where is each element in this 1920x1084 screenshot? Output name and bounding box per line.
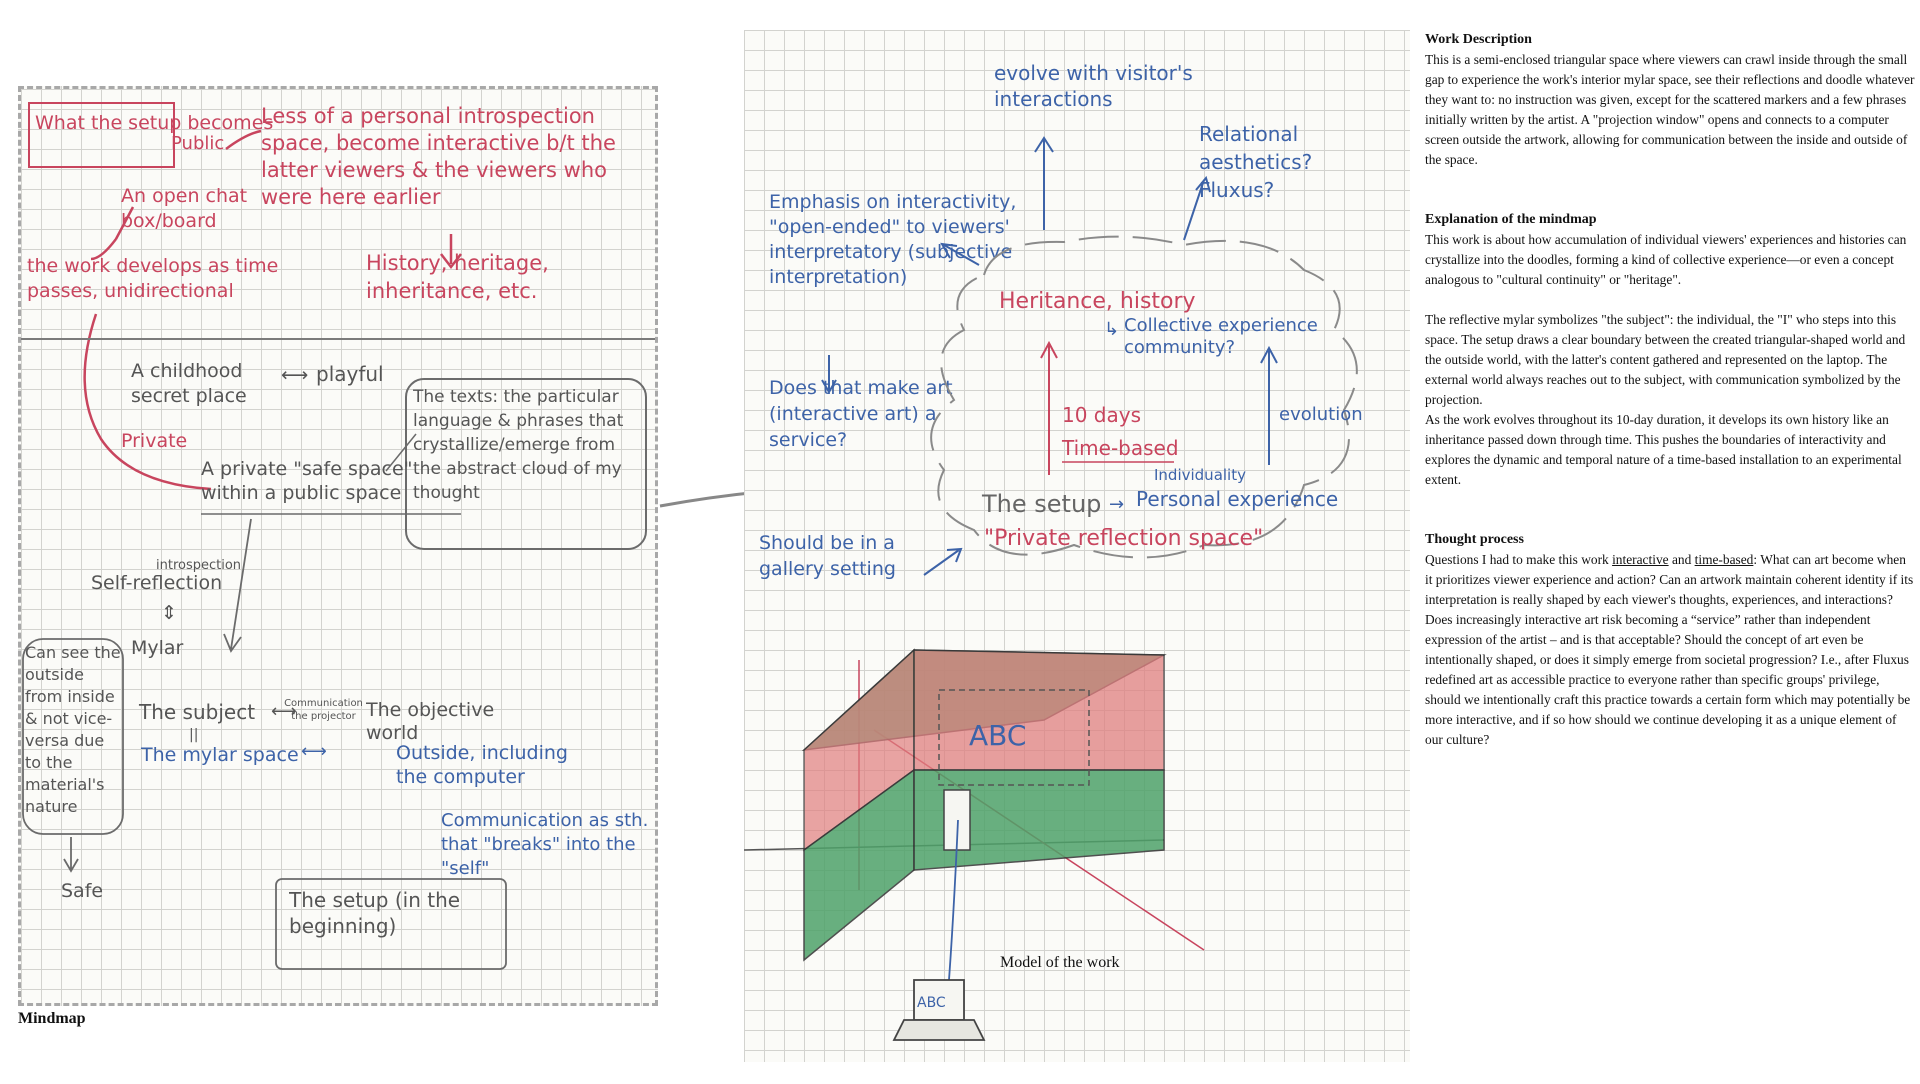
time-based-underlined: time-based	[1694, 552, 1754, 567]
thought-process-title: Thought process	[1425, 532, 1524, 547]
evolution-text: evolution	[1279, 404, 1363, 425]
abc-laptop-text: ABC	[917, 995, 946, 1011]
updown-arrow: ⇕	[161, 602, 177, 624]
model-drawing	[744, 30, 1410, 1062]
evolve-note: evolve with visitor's interactions	[994, 61, 1193, 111]
outside-computer-note: Outside, including the computer	[396, 742, 568, 788]
explanation-para1: This work is about how accumulation of individual viewers' experiences and histories can crystallize into the doodles, forming a kind of collective experience—or even a concept analogous to "cultural continuity" or "heritage".	[1425, 232, 1907, 287]
subject-text: The subject	[139, 700, 256, 724]
text-column	[1425, 30, 1915, 790]
can-see-note: Can see the outside from inside & not vice-versa due to the material's nature	[25, 643, 121, 816]
playful-text: playful	[316, 362, 384, 386]
less-personal-note: Less of a personal introspection space, become interactive b/t the latter viewers & the viewers who were here earlier	[261, 104, 616, 209]
texts-note: The texts: the particular language & phrases that crystallize/emerge from the abstract cloud of my thought	[413, 387, 624, 503]
explanation-para3: As the work evolves throughout its 10-day duration, it develops its own history like an inheritance passed down through time. This pushes the boundaries of interactivity and explores the dynamic and temporal nature of a time-based installation to an experimental extent.	[1425, 412, 1902, 487]
private-reflection-text: "Private reflection space"	[984, 526, 1264, 551]
svg-text:→: →	[1109, 494, 1125, 515]
arrows-both-1: ⟷	[281, 364, 309, 386]
introspection-text: introspection	[156, 558, 242, 573]
model-caption: Model of the work	[1000, 954, 1120, 971]
individuality-text: Individuality	[1154, 466, 1246, 484]
the-setup-text: The setup	[982, 490, 1102, 518]
relational-note: Relational aesthetics? Fluxus?	[1199, 122, 1313, 202]
work-description-section	[1425, 30, 1915, 170]
objective-world-note: The objective world	[366, 699, 495, 744]
emphasis-note: Emphasis on interactivity, "open-ended" to viewers' interpretatory (subjective interpretation)	[769, 191, 1017, 288]
mindmap-caption: Mindmap	[18, 1010, 86, 1027]
work-develops-note: the work develops as time passes, unidirectional	[27, 255, 279, 302]
explanation-section	[1425, 210, 1915, 490]
mylar-space-text: The mylar space	[141, 744, 299, 766]
work-description-title: Work Description	[1425, 32, 1532, 47]
explanation-para2: The reflective mylar symbolizes "the subject": the individual, the "I" who steps into this space. The setup draws a clear boundary between the created triangular-shaped world and the outside world, with the latter's content gathered and represented on the laptop. The external world always reaches out to the subject, with communication symbolized by the projection.	[1425, 312, 1906, 407]
back-wall-red	[914, 650, 1164, 770]
collective-note: Collective experience community?	[1124, 315, 1318, 358]
svg-text:⟷: ⟷	[271, 701, 297, 722]
interactive-underlined: interactive	[1612, 552, 1669, 567]
svg-text:⟷: ⟷	[301, 741, 327, 762]
childhood-note: A childhood secret place	[131, 360, 247, 407]
communication-projector-note: Communication the projector	[284, 698, 363, 722]
work-description-body: This is a semi-enclosed triangular space where viewers can crawl inside through the small gap to experience the work's interior mylar space, see their reflections and doodle whatever they want to: no instruction was given, except for the scattered markers and a few phrases initially written by the artist. A "projection window" opens and connects to a computer screen outside the artwork, allowing for communication between the inside and outside of the space.	[1425, 52, 1915, 167]
thought-process-section	[1425, 530, 1915, 750]
personal-experience-text: Personal experience	[1136, 487, 1339, 511]
what-the-setup-text: What the setup becomes	[35, 112, 274, 134]
setup-beginning-note: The setup (in the beginning)	[289, 888, 461, 938]
gallery-note: Should be in a gallery setting	[759, 532, 896, 580]
laptop-base	[894, 1020, 984, 1040]
heritance-text: Heritance, history	[999, 289, 1196, 314]
public-text: Public	[171, 133, 225, 154]
mylar-text: Mylar	[131, 637, 184, 659]
model-sheet	[744, 30, 1410, 1062]
ten-days-text: 10 days	[1062, 403, 1142, 427]
safe-space-note: A private "safe space" within a public space	[201, 458, 413, 504]
private-text: Private	[121, 430, 188, 452]
mindmap-sheet	[18, 86, 658, 1006]
communication-breaks-note: Communication as sth. that "breaks" into the "self"	[441, 810, 649, 879]
thought-process-body: Questions I had to make this work interactive and time-based: What can art become when it prioritizes viewer experience and action? Can an artwork maintain coherent identity if its interpretation is really shaped by each viewer's thoughts, experiences, and interactions? Does increasingly interactive art risk becoming a “service” rather than independent expression of the artist – and is that acceptable? Should the concept of art even be intentionally shaped, or does it simply emerge from societal progression? I.e., after Fluxus redefined art as accessible practice to everyone rather than specific groups' privilege, should we intentionally craft this practice towards a certain form which may potentially be more interactive, and if so how should we continue developing it as a unique element of our culture?	[1425, 552, 1914, 747]
svg-text:↳: ↳	[1104, 319, 1120, 340]
mindmap-drawing	[21, 89, 655, 1003]
history-heritage-note: History, heritage, inheritance, etc.	[366, 251, 549, 303]
explanation-title: Explanation of the mindmap	[1425, 212, 1597, 227]
abc-wall-text: ABC	[969, 719, 1027, 752]
equals-mark: ||	[189, 727, 199, 743]
open-chatbox-note: An open chat box/board	[121, 185, 248, 232]
does-that-note: Does that make art (interactive art) a service?	[769, 377, 953, 451]
time-based-text: Time-based	[1062, 436, 1179, 460]
self-reflection-text: Self-reflection	[91, 572, 223, 594]
safe-text: Safe	[61, 880, 104, 902]
installation-model	[744, 650, 1204, 1040]
